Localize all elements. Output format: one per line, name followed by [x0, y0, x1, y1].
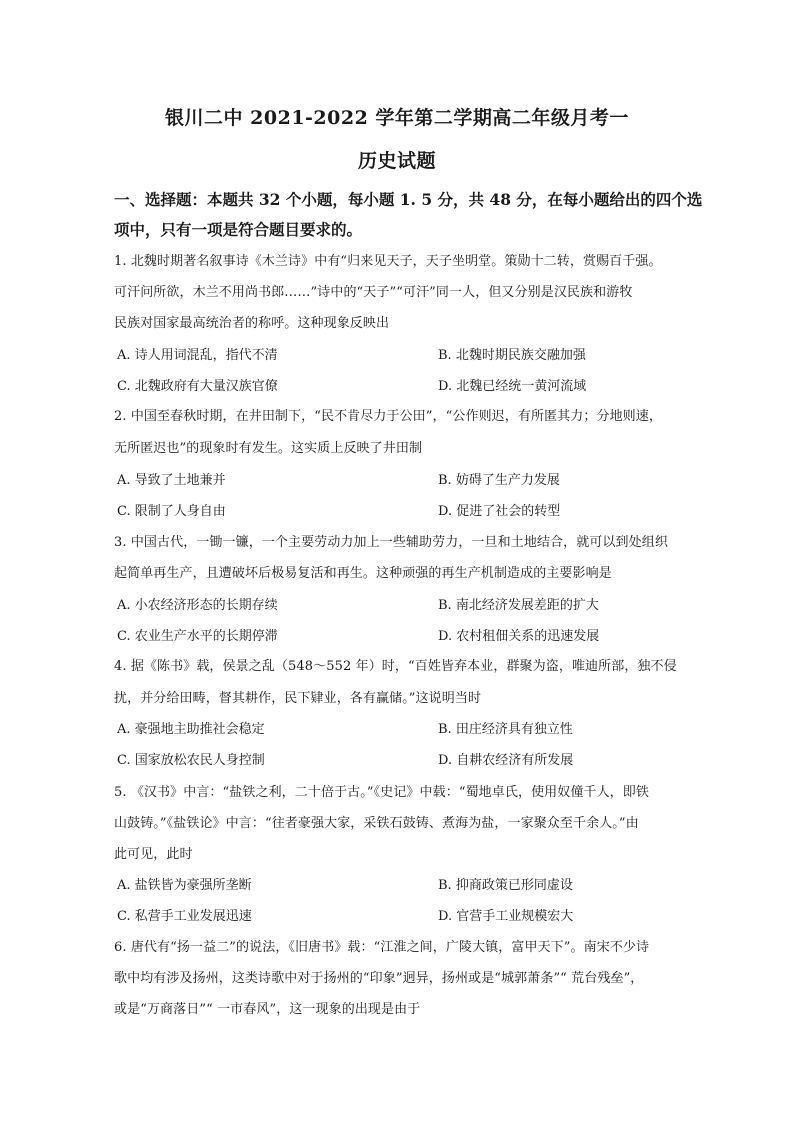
question-4-option-d: D. 自耕农经济有所发展	[438, 753, 574, 768]
question-3-option-a: A. 小农经济形态的长期存续	[117, 598, 278, 613]
question-4-option-c: C. 国家放松农民人身控制	[117, 753, 265, 768]
question-6-line-2: 歌中均有涉及扬州，这类诗歌中对于扬州的“印象”迥异，扬州或是“城郭萧条”“ 荒台残垒”，	[114, 971, 644, 986]
question-3-option-c: C. 农业生产水平的长期停滞	[117, 629, 278, 644]
question-5-line-3: 此可见，此时	[114, 847, 193, 862]
question-5-option-b: B. 抑商政策已形同虚设	[438, 878, 573, 893]
question-2-option-c: C. 限制了人身自由	[117, 504, 226, 519]
question-2-option-b: B. 妨碍了生产力发展	[438, 473, 560, 488]
question-1-line-3: 民族对国家最高统治者的称呼。这种现象反映出	[114, 316, 390, 331]
question-6-line-1: 6. 唐代有“扬一益二”的说法，《旧唐书》载：“江淮之间，广陵大镇，富甲天下”。南宋不少诗	[114, 940, 650, 955]
question-2-option-a: A. 导致了土地兼并	[117, 473, 226, 488]
question-1-option-d: D. 北魏已经统一黄河流域	[438, 379, 587, 394]
question-5-option-a: A. 盐铁皆为豪强所垄断	[117, 878, 252, 893]
question-1-option-b: B. 北魏时期民族交融加强	[438, 348, 586, 363]
question-5-line-2: 山鼓铸。”《盐铁论》中言：“往者豪强大家，采铁石鼓铸、煮海为盐，一家聚众至千余人。”由	[114, 816, 639, 831]
question-5-option-d: D. 官营手工业规模宏大	[438, 909, 574, 924]
question-1-option-a: A. 诗人用词混乱，指代不清	[117, 348, 278, 363]
question-2-line-2: 无所匿迟也”的现象时有发生。这实质上反映了井田制	[114, 441, 423, 456]
question-4-line-2: 扰，并分给田畴，督其耕作，民下肄业，各有赢储。”这说明当时	[114, 691, 482, 706]
question-5-option-c: C. 私营手工业发展迅速	[117, 909, 252, 924]
question-4-option-b: B. 田庄经济具有独立性	[438, 722, 573, 737]
question-2-option-d: D. 促进了社会的转型	[438, 504, 561, 519]
question-6-line-3: 或是“万商落日”“ 一市春风”，这一现象的出现是由于	[114, 1002, 421, 1017]
question-5-line-1: 5. 《汉书》中言：“盐铁之利，二十倍于古。”《史记》中载：“蜀地卓氏，使用奴僮千人，即铁	[114, 785, 649, 800]
question-1-option-c: C. 北魏政府有大量汉族官僚	[117, 379, 278, 394]
section-heading-line-1: 一、选择题：本题共 32 个小题，每小题 1. 5 分，共 48 分，在每小题给出的四个选	[114, 190, 703, 209]
question-4-line-1: 4. 据《陈书》载，侯景之乱（548～552 年）时，“百姓皆弃本业，群聚为盗，唯迪所部，独不侵	[114, 659, 677, 674]
question-3-line-2: 起简单再生产，且遭破坏后极易复活和再生。这种顽强的再生产机制造成的主要影响是	[114, 566, 612, 581]
exam-subject-title: 历史试题	[357, 150, 436, 172]
question-1-line-2: 可汗问所欲，木兰不用尚书郎……”诗中的“天子”“可汗”同一人，但又分别是汉民族和游牧	[114, 285, 633, 300]
question-3-option-d: D. 农村租佃关系的迅速发展	[438, 629, 600, 644]
question-3-option-b: B. 南北经济发展差距的扩大	[438, 598, 599, 613]
question-4-option-a: A. 豪强地主助推社会稳定	[117, 722, 265, 737]
question-2-line-1: 2. 中国至春秋时期，在井田制下，“民不肯尽力于公田”，“公作则迟，有所匿其力；分地则速，	[114, 409, 662, 424]
question-3-line-1: 3. 中国古代，一锄一镰，一个主要劳动力加上一些辅助劳力，一旦和土地结合，就可以到处组织	[114, 535, 668, 550]
section-heading-line-2: 项中，只有一项是符合题目要求的。	[114, 220, 363, 239]
question-1-line-1: 1. 北魏时期著名叙事诗《木兰诗》中有“归来见天子，天子坐明堂。策勋十二转，赏赐百千强。	[114, 254, 662, 269]
exam-title: 银川二中 2021-2022 学年第二学期高二年级月考一	[165, 107, 629, 129]
